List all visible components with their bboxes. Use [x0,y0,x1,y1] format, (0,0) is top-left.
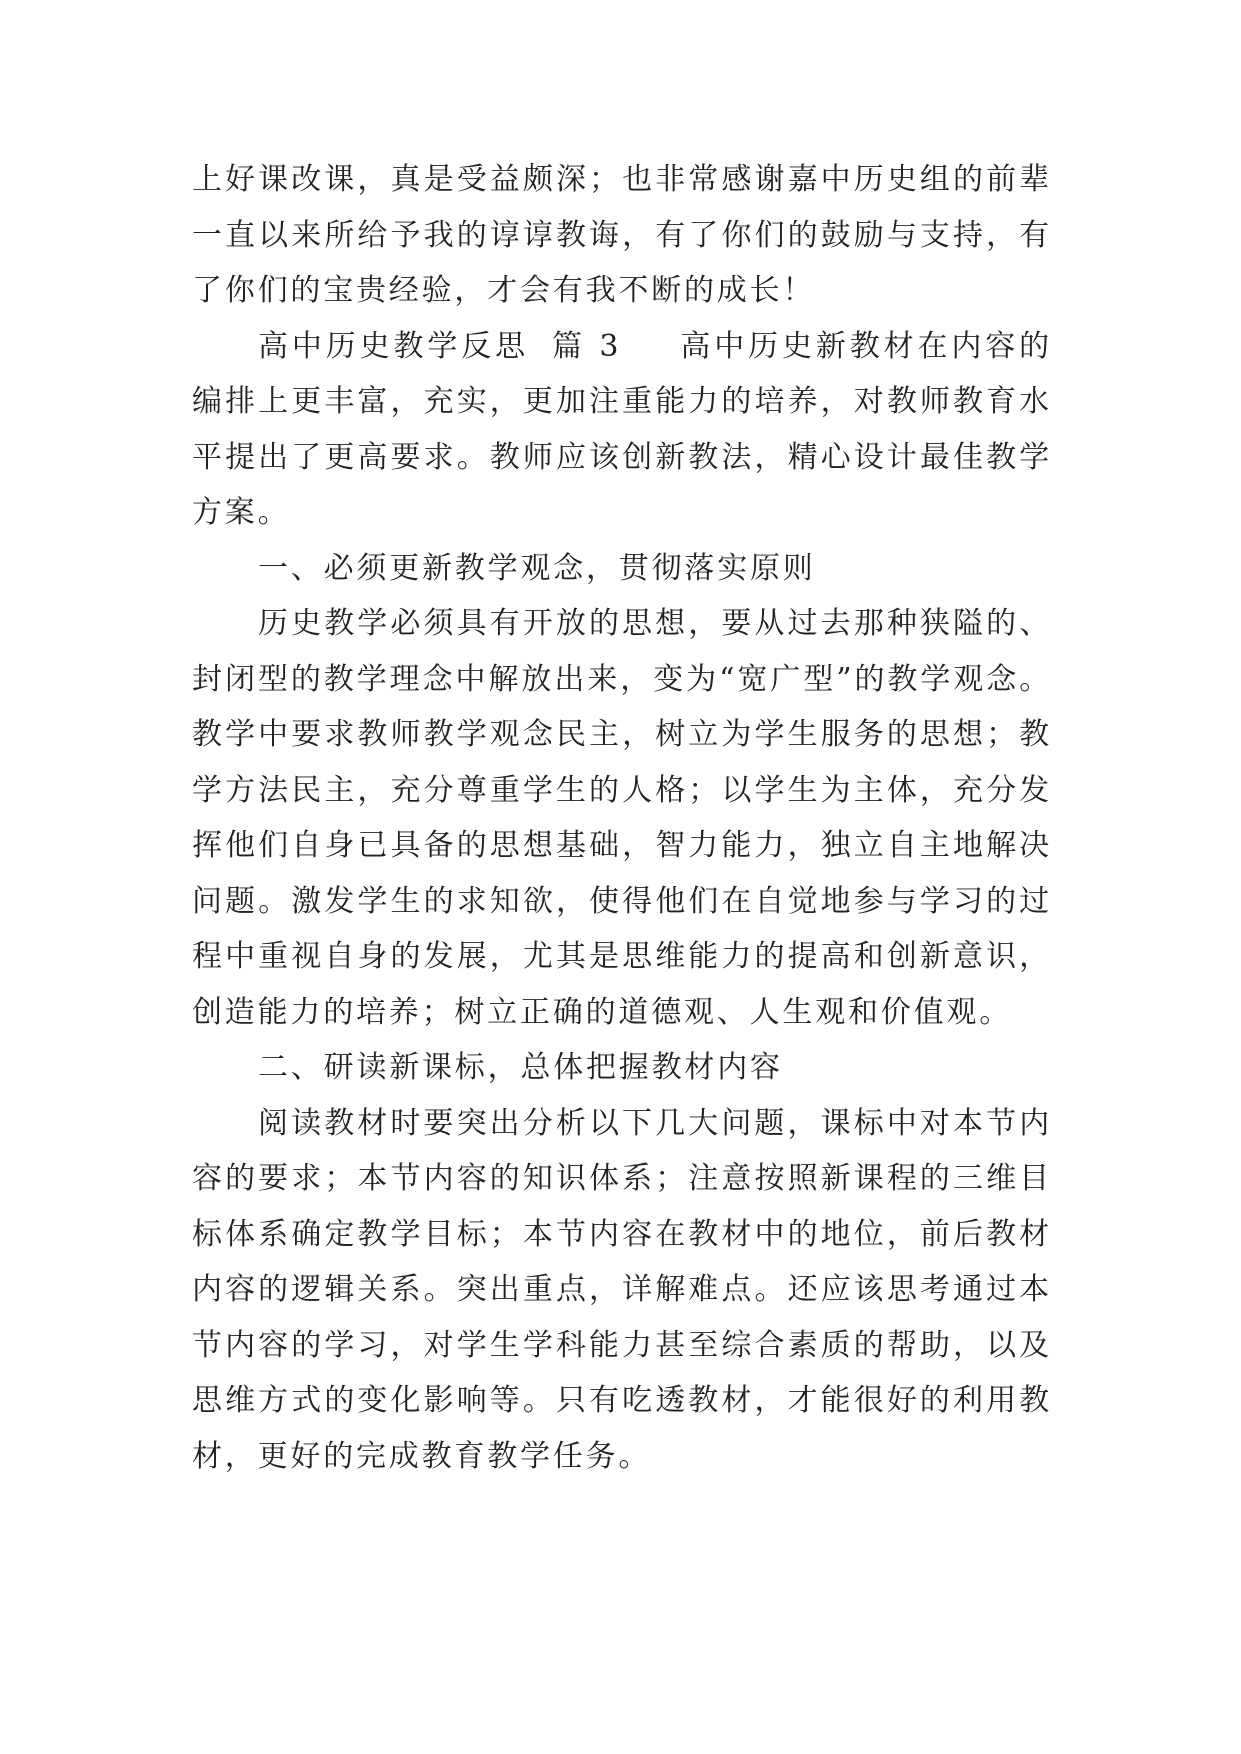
section-heading: 高中历史教学反思 [258,328,530,364]
paragraph-textbook-study: 阅读教材时要突出分析以下几大问题，课标中对本节内容的要求；本节内容的知识体系；注意按照新课程的三维目标体系确定教学目标；本节内容在教材中的地位，前后教材内容的逻辑关系。突出重点，详解难点。还应该思考通过本节内容的学习，对学生学科能力甚至综合素质的帮助，以及思维方式的变化影响等。只有吃透教材，才能很好的利用教材，更好的完成教育教学任务。 [192,1105,1052,1474]
paragraph-section-intro [192,319,1052,541]
subheading-one: 一、必须更新教学观念，贯彻落实原则 [258,550,816,586]
subheading-two: 二、研读新课标，总体把握教材内容 [258,1050,783,1085]
document-body [192,152,1052,1484]
paragraph-closing-thanks: 上好课改课，真是受益颇深；也非常感谢嘉中历史组的前辈一直以来所给予我的谆谆教诲，有了你们的鼓励与支持，有了你们的宝贵经验，才会有我不断的成长！ [192,162,1052,308]
paragraph-teaching-concepts: 历史教学必须具有开放的思想，要从过去那种狭隘的、封闭型的教学理念中解放出来，变为“宽广型”的教学观念。教学中要求教师教学观念民主，树立为学生服务的思想；教学方法民主，充分尊重学生的人格；以学生为主体，充分发挥他们自身已具备的思想基础，智力能力，独立自主地解决问题。激发学生的求知欲，使得他们在自觉地参与学习的过程中重视自身的发展，尤其是思维能力的提高和创新意识，创造能力的培养；树立正确的道德观、人生观和价值观。 [192,606,1052,1030]
section-part-label: 篇 3 [551,328,622,364]
section-intro-text: 高中历史新教材在内容的编排上更丰富，充实，更加注重能力的培养，对教师教育水平提出了更高要求。教师应该创新教法，精心设计最佳教学方案。 [192,328,1052,530]
